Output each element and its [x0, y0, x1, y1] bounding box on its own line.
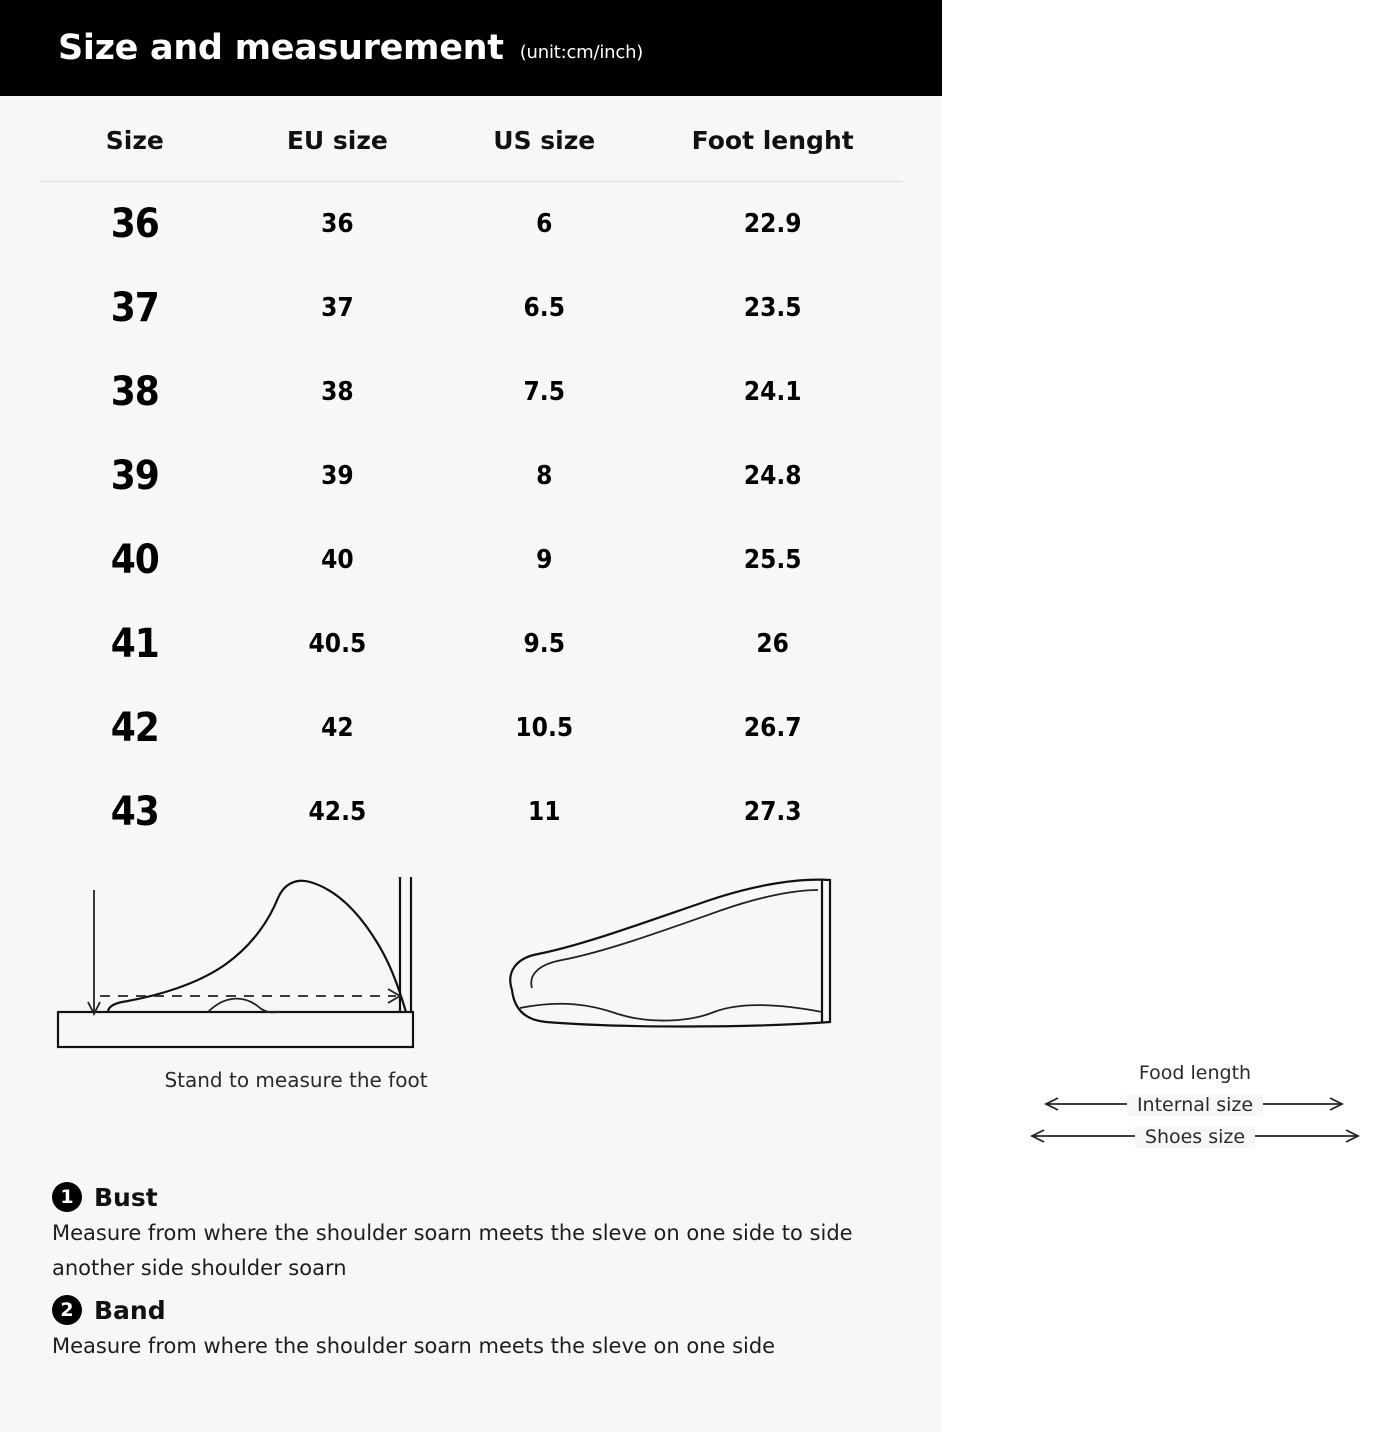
- note-1-title: Bust: [94, 1182, 158, 1212]
- note-1-header: [52, 1182, 890, 1212]
- unit-label: (unit:cm/inch): [519, 41, 644, 63]
- cell-foot: 22.9: [743, 209, 802, 239]
- cell-us: 7.5: [523, 377, 565, 407]
- page-header: [0, 0, 942, 96]
- cell-eu: 40: [321, 545, 354, 575]
- cell-eu: 38: [321, 377, 354, 407]
- cell-foot: 24.8: [743, 461, 802, 491]
- size-table: [40, 96, 902, 854]
- cell-size: 43: [110, 789, 159, 835]
- cell-foot: 23.5: [743, 293, 802, 323]
- cell-us: 8: [536, 461, 553, 491]
- cell-eu: 39: [321, 461, 354, 491]
- shoe-cross-section-icon: [500, 872, 890, 1052]
- foot-measure-diagram: [48, 872, 448, 1092]
- column-header-eu-size: EU size: [230, 96, 446, 182]
- page-title: Size and measurement: [58, 28, 504, 68]
- cell-us: 11: [527, 797, 561, 827]
- cell-foot: 27.3: [743, 797, 802, 827]
- note-1-body: Measure from where the shoulder soarn meets the sleve on one side to side another side shoulder soarn: [52, 1221, 853, 1280]
- cell-size: 41: [110, 621, 159, 667]
- cell-us: 6: [536, 209, 553, 239]
- table-row: [40, 518, 902, 602]
- column-header-size: Size: [40, 96, 230, 182]
- right-diagram-caption-shoes-size: [1000, 1126, 1390, 1148]
- right-diagram-caption-internal-size: [1000, 1094, 1390, 1116]
- table-header-row: [40, 96, 902, 182]
- size-table-wrap: [0, 96, 942, 854]
- cell-foot: 26.7: [743, 713, 802, 743]
- cell-size: 42: [110, 705, 159, 751]
- table-body: [40, 182, 902, 855]
- table-row: [40, 434, 902, 518]
- note-2-title: Band: [94, 1295, 166, 1325]
- cell-eu: 36: [321, 209, 354, 239]
- column-header-foot-length: Foot lenght: [643, 96, 902, 182]
- cell-us: 10.5: [515, 713, 574, 743]
- cell-size: 38: [110, 369, 159, 415]
- shoes-size-label: Shoes size: [1135, 1126, 1255, 1148]
- note-2-header: [52, 1295, 890, 1325]
- cell-eu: 42.5: [308, 797, 367, 827]
- cell-us: 9: [536, 545, 553, 575]
- shoe-size-diagram: [500, 872, 1254, 1148]
- cell-size: 40: [110, 537, 159, 583]
- cell-eu: 42: [321, 713, 354, 743]
- table-row: [40, 350, 902, 434]
- note-1-badge: 1: [52, 1182, 82, 1212]
- left-diagram-caption: Stand to measure the foot: [164, 1068, 428, 1092]
- table-row: [40, 602, 902, 686]
- cell-eu: 40.5: [308, 629, 367, 659]
- diagram-section: [0, 872, 1254, 1172]
- table-row: [40, 770, 902, 854]
- table-row: [40, 182, 902, 267]
- cell-size: 39: [110, 453, 159, 499]
- internal-size-label: Internal size: [1127, 1094, 1263, 1116]
- foot-on-platform-icon: [48, 872, 448, 1062]
- cell-eu: 37: [321, 293, 354, 323]
- cell-foot: 25.5: [743, 545, 802, 575]
- column-header-us-size: US size: [445, 96, 643, 182]
- cell-us: 9.5: [523, 629, 565, 659]
- cell-foot: 26: [756, 629, 789, 659]
- cell-size: 36: [110, 201, 159, 247]
- right-diagram-caption-food-length: Food length: [1138, 1062, 1252, 1084]
- note-2-body: Measure from where the shoulder soarn meets the sleve on one side: [52, 1334, 776, 1359]
- cell-foot: 24.1: [743, 377, 802, 407]
- measurement-notes: [0, 1182, 942, 1364]
- table-row: [40, 266, 902, 350]
- cell-size: 37: [110, 285, 159, 331]
- cell-us: 6.5: [523, 293, 565, 323]
- table-row: [40, 686, 902, 770]
- note-2-badge: 2: [52, 1295, 82, 1325]
